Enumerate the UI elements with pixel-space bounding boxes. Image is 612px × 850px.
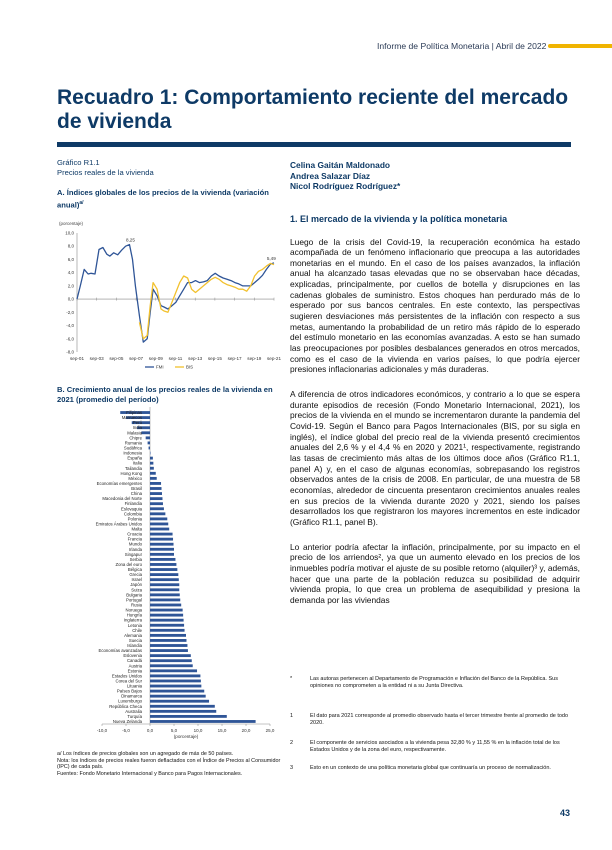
bar	[150, 669, 197, 672]
category-label: Marruecos	[121, 415, 142, 421]
page-title: Recuadro 1: Comportamiento reciente del mercado de vivienda	[57, 86, 569, 133]
panel-b-title: B. Crecimiento anual de los precios reales de la vivienda en 2021 (promedio del período)	[57, 385, 273, 404]
category-label: Letonia	[127, 622, 142, 628]
bar	[150, 624, 184, 627]
bar	[150, 563, 176, 566]
category-label: Croacia	[127, 531, 142, 537]
bar	[150, 664, 193, 667]
x-tick-label: sep-17	[227, 356, 242, 361]
paragraph: Lo anterior podría afectar la inflación, principalmente, por su impacto en el precio de los arriendos², ya que un aumento elevado en los precios de los inmuebles podría motivar el ajuste de su posible retorno (alquiler)³ y, además, hacer que una parte de la población reduzca su posibilidad de adquirir vivienda propia, lo que crea un problema de asequibilidad y presiona la demanda por las viviendas	[290, 541, 580, 605]
category-label: Australia	[125, 708, 142, 714]
bar	[148, 442, 150, 445]
bar	[150, 674, 200, 677]
note-a: a/ Los índices de precios globales son un agregado de más de 50 países.	[57, 751, 234, 757]
x-tick-label: sep-09	[148, 356, 163, 361]
footnote-mark: 1	[290, 713, 294, 719]
author: Nicol Rodríguez Rodríguez*	[290, 181, 401, 191]
x-tick-label: 5,0	[170, 728, 178, 733]
category-label: Tailandia	[125, 465, 142, 471]
x-tick-label: sep-13	[188, 356, 203, 361]
category-label: Economías avanzadas	[98, 648, 142, 654]
category-label: Filipinas	[126, 410, 142, 416]
bar	[150, 654, 191, 657]
category-label: Finlandia	[124, 501, 142, 507]
bar	[150, 609, 183, 612]
category-label: Economías emergentes	[96, 480, 142, 486]
running-header: Informe de Política Monetaria | Abril de 2022	[377, 41, 547, 51]
y-tick-label: 2,0	[67, 283, 74, 289]
legend-label: BIS	[186, 364, 194, 370]
bar	[150, 593, 180, 596]
bar	[150, 639, 186, 642]
bar	[150, 619, 184, 622]
category-label: Estados Unidos	[111, 673, 142, 679]
bar	[150, 548, 174, 551]
footnote-mark: *	[290, 676, 293, 682]
category-label: Canadá	[126, 658, 142, 664]
bar	[150, 558, 175, 561]
note-nota: Nota: los índices de precios reales fueron deflactados con el Índice de Precios al Consumidor (IPC) de cada país.	[57, 757, 281, 771]
footnote-text: Esto en un contexto de una política monetaria global que continuaría un proceso de normalización.	[310, 765, 551, 771]
category-label: Lituania	[126, 683, 142, 689]
bar	[150, 457, 153, 460]
panel-b-header	[57, 385, 287, 405]
bar	[150, 644, 187, 647]
bar	[150, 578, 179, 581]
figure-header	[57, 158, 282, 211]
category-label: Nueva Zelanda	[112, 718, 142, 724]
author-list	[290, 160, 580, 192]
category-label: Perú	[132, 420, 142, 426]
bar	[150, 492, 162, 495]
x-tick-label: sep-03	[89, 356, 104, 361]
category-label: Francia	[127, 536, 142, 542]
panel-a-title	[57, 188, 282, 211]
panel-a-sup: a/	[79, 200, 84, 206]
header-accent-bar	[548, 44, 612, 48]
y-tick-label: 8,0	[67, 243, 74, 249]
category-label: Estonia	[127, 668, 142, 674]
series-line-bis	[139, 263, 274, 338]
category-label: Turquía	[127, 713, 142, 719]
y-tick-label: 10,0	[65, 230, 74, 236]
data-label: 8,25	[125, 237, 135, 243]
bar	[150, 467, 154, 470]
category-label: Chipre	[129, 435, 142, 441]
category-label: China	[130, 491, 142, 497]
category-label: Italia	[132, 460, 142, 466]
bar	[150, 659, 192, 662]
x-tick-label: 20,0	[241, 728, 251, 733]
category-label: Suecia	[128, 637, 142, 643]
bar	[149, 447, 150, 450]
bar	[150, 629, 185, 632]
category-label: Inglaterra	[123, 617, 142, 623]
bar	[150, 512, 165, 515]
bar	[150, 588, 179, 591]
y-tick-label: 0,0	[67, 296, 74, 302]
category-label: Brasil	[131, 486, 142, 492]
bar	[150, 533, 173, 536]
bar	[150, 649, 188, 652]
category-label: India	[132, 425, 142, 431]
bar	[150, 604, 181, 607]
footnote	[290, 713, 580, 727]
panel-a-ylabel: (porcentaje)	[59, 221, 84, 226]
footnote-text: El dato para 2021 corresponde al promedio observado hasta el tercer trimestre frente al promedio de todo 2020.	[310, 713, 569, 726]
category-label: Polonia	[127, 516, 142, 522]
category-label: Israel	[131, 577, 142, 583]
article-body	[290, 160, 580, 606]
category-label: Portugal	[125, 597, 142, 603]
category-label: Hong Kong	[120, 470, 142, 476]
category-label: Rumania	[124, 440, 142, 446]
y-tick-label: 6,0	[67, 256, 74, 262]
bar	[150, 507, 164, 510]
footnote-text: Las autoras pertenecen al Departamento de Programación e Inflación del Banco de la República. Sus opiniones no comprometen a la entidad ni a su Junta Directiva.	[310, 676, 558, 689]
panel-a-title-text: A. Índices globales de los precios de la vivienda (variación anual)	[57, 188, 269, 210]
category-label: Grecia	[129, 572, 142, 578]
figure-label: Gráfico R1.1	[57, 158, 100, 167]
category-label: Serbia	[129, 556, 142, 562]
x-axis-label: (porcentaje)	[173, 734, 199, 739]
category-label: Zona del euro	[115, 561, 142, 567]
bar	[150, 710, 216, 713]
category-label: Malta	[131, 526, 142, 532]
bar	[150, 583, 179, 586]
y-tick-label: -6,0	[66, 336, 74, 342]
category-label: Bulgaria	[126, 592, 142, 598]
footnote-text: El componente de servicios asociados a la vivienda pesa 32,80 % y 11,55 % en la inflación total de los Estados Unidos y de la zona del euro, respectivamente.	[310, 740, 560, 753]
author: Celina Gaitán Maldonado	[290, 160, 391, 170]
category-label: Luxemburgo	[118, 698, 142, 704]
bar	[150, 472, 156, 475]
category-label: Austria	[128, 663, 142, 669]
category-label: Indonesia	[123, 450, 142, 456]
bar	[150, 680, 201, 683]
bar	[150, 517, 167, 520]
category-label: Islandia	[127, 643, 142, 649]
bar	[150, 700, 209, 703]
category-label: Eslovenia	[123, 653, 142, 659]
category-label: Sudáfrica	[123, 445, 142, 451]
category-label: Corea del Sur	[115, 678, 142, 684]
bar	[150, 715, 227, 718]
footnote	[290, 740, 580, 754]
category-label: Dinamarca	[121, 693, 142, 699]
bar	[150, 523, 168, 526]
bar	[150, 497, 162, 500]
figure-notes	[57, 751, 287, 777]
x-tick-label: sep-05	[109, 356, 124, 361]
x-tick-label: sep-19	[247, 356, 262, 361]
x-tick-label: 15,0	[217, 728, 227, 733]
x-tick-label: sep-07	[129, 356, 144, 361]
paragraph: Luego de la crisis del Covid-19, la recuperación económica ha estado acompañada de un fenómeno inflacionario que preocupa a las autoridades monetarias en el mundo. En el caso de los países avanzados, la inflación anual ha alcanzado tasas elevadas que no se observaban hace décadas, explicadas, principalmente, por cuellos de botella y disrupciones en las cadenas globales de suministro. Estos choques han perdurado más de lo esperado por sus bancos centrales. En este contexto, las perspectivas sugieren desviaciones más persistentes de la inflación con respecto a sus metas, aumentando la probabilidad de un retiro más rápido de lo esperado del estímulo monetario en las economías avanzadas. A esto se han sumado las preocupaciones por posibles desbalances generados en otros mercados, como es el caso de la vivienda en varios países, lo que podría ejercer presiones inflacionarias adicionales y más duraderas.	[290, 236, 580, 375]
x-tick-label: sep-01	[69, 356, 85, 361]
legend-label: FMI	[156, 364, 164, 370]
category-label: Malasia	[127, 430, 142, 436]
category-label: Japón	[130, 582, 142, 588]
footnote	[290, 765, 580, 772]
footnote	[290, 676, 580, 690]
x-tick-label: -5,0	[122, 728, 130, 733]
bar	[150, 720, 256, 723]
chart-panel-b	[57, 404, 287, 749]
bar	[150, 482, 161, 485]
category-label: República Checa	[109, 703, 142, 709]
y-tick-label: 4,0	[67, 270, 74, 276]
note-fuentes: Fuentes: Fondo Monetario Internacional y Banco para Pagos Internacionales.	[57, 770, 243, 777]
bar	[150, 695, 206, 698]
title-rule	[57, 142, 571, 147]
category-label: Alemania	[124, 632, 142, 638]
category-label: Singapur	[124, 551, 142, 557]
footnote-mark: 2	[290, 740, 294, 746]
x-tick-label: sep-21	[266, 356, 282, 361]
y-tick-label: -2,0	[66, 309, 74, 315]
bar	[150, 462, 153, 465]
bar	[146, 436, 150, 439]
bar	[150, 705, 215, 708]
category-label: Hungría	[126, 612, 142, 618]
bar	[150, 685, 201, 688]
y-tick-label: -8,0	[66, 349, 74, 355]
bar	[150, 573, 178, 576]
bar	[150, 543, 174, 546]
bar	[150, 568, 177, 571]
x-tick-label: 0,0	[146, 728, 154, 733]
category-label: Rusia	[131, 602, 142, 608]
bar	[150, 502, 163, 505]
x-tick-label: 10,0	[193, 728, 203, 733]
bar	[150, 477, 157, 480]
bar	[150, 553, 174, 556]
x-tick-label: 25,0	[265, 728, 275, 733]
data-label: 5,49	[266, 255, 276, 261]
x-tick-label: sep-15	[207, 356, 222, 361]
section-title: 1. El mercado de la vivienda y la política monetaria	[290, 213, 508, 224]
bar	[150, 690, 204, 693]
category-label: Chile	[132, 627, 142, 633]
x-tick-label: -10,0	[96, 728, 108, 733]
bar	[141, 431, 150, 434]
chart-panel-a	[57, 219, 287, 377]
footnote-mark: 3	[290, 765, 294, 771]
category-label: Países Bajos	[116, 688, 142, 694]
figure-name: Precios reales de la vivienda	[57, 168, 154, 177]
category-label: México	[128, 475, 142, 481]
bar	[150, 528, 169, 531]
y-tick-label: -4,0	[66, 323, 74, 329]
bar	[150, 614, 183, 617]
category-label: Colombia	[123, 511, 142, 517]
bar	[150, 599, 180, 602]
paragraph: A diferencia de otros indicadores económicos, y contrario a lo que se espera durante episodios de recesión (Fondo Monetario Internacional, 2021), los precios de la vivienda en el mundo se incrementaron durante la pandemia del Covid-19. Según el Banco para Pagos Internacionales (BIS, por su sigla en inglés), el índice global del precio real de la vivienda presentó crecimientos anuales del 2,6 % y el 4,4 % en 2020 y 2021¹, respectivamente, registrando las tasas de crecimiento más altas de los últimos doce años (Gráfico R1.1, panel A) y, en el caso de algunas economías, sobrepasando los registros observados antes de la crisis de 2008. En particular, de una muestra de 58 economías, alrededor de cincuenta presentaron crecimientos anuales reales en sus precios de la vivienda durante 2020 y 2021, siendo los países desarrollados los que registraron los mayores incrementos en este indicador (Gráfico R1.1, panel B).	[290, 389, 580, 527]
bar	[150, 634, 186, 637]
author: Andrea Salazar Díaz	[290, 170, 371, 181]
category-label: Macedonia del Norte	[102, 496, 142, 502]
category-label: Noruega	[125, 607, 142, 613]
bar	[150, 538, 173, 541]
category-label: Bélgica	[127, 567, 142, 573]
category-label: Emiratos Árabes Unidos	[95, 521, 142, 527]
category-label: Suiza	[131, 587, 142, 593]
bar	[150, 487, 162, 490]
category-label: Irlanda	[128, 546, 142, 552]
category-label: España	[127, 455, 142, 461]
x-tick-label: sep-11	[168, 356, 183, 361]
category-label: Mundo	[128, 541, 142, 547]
category-label: Eslovaquia	[120, 506, 142, 512]
page-number: 43	[560, 808, 571, 818]
